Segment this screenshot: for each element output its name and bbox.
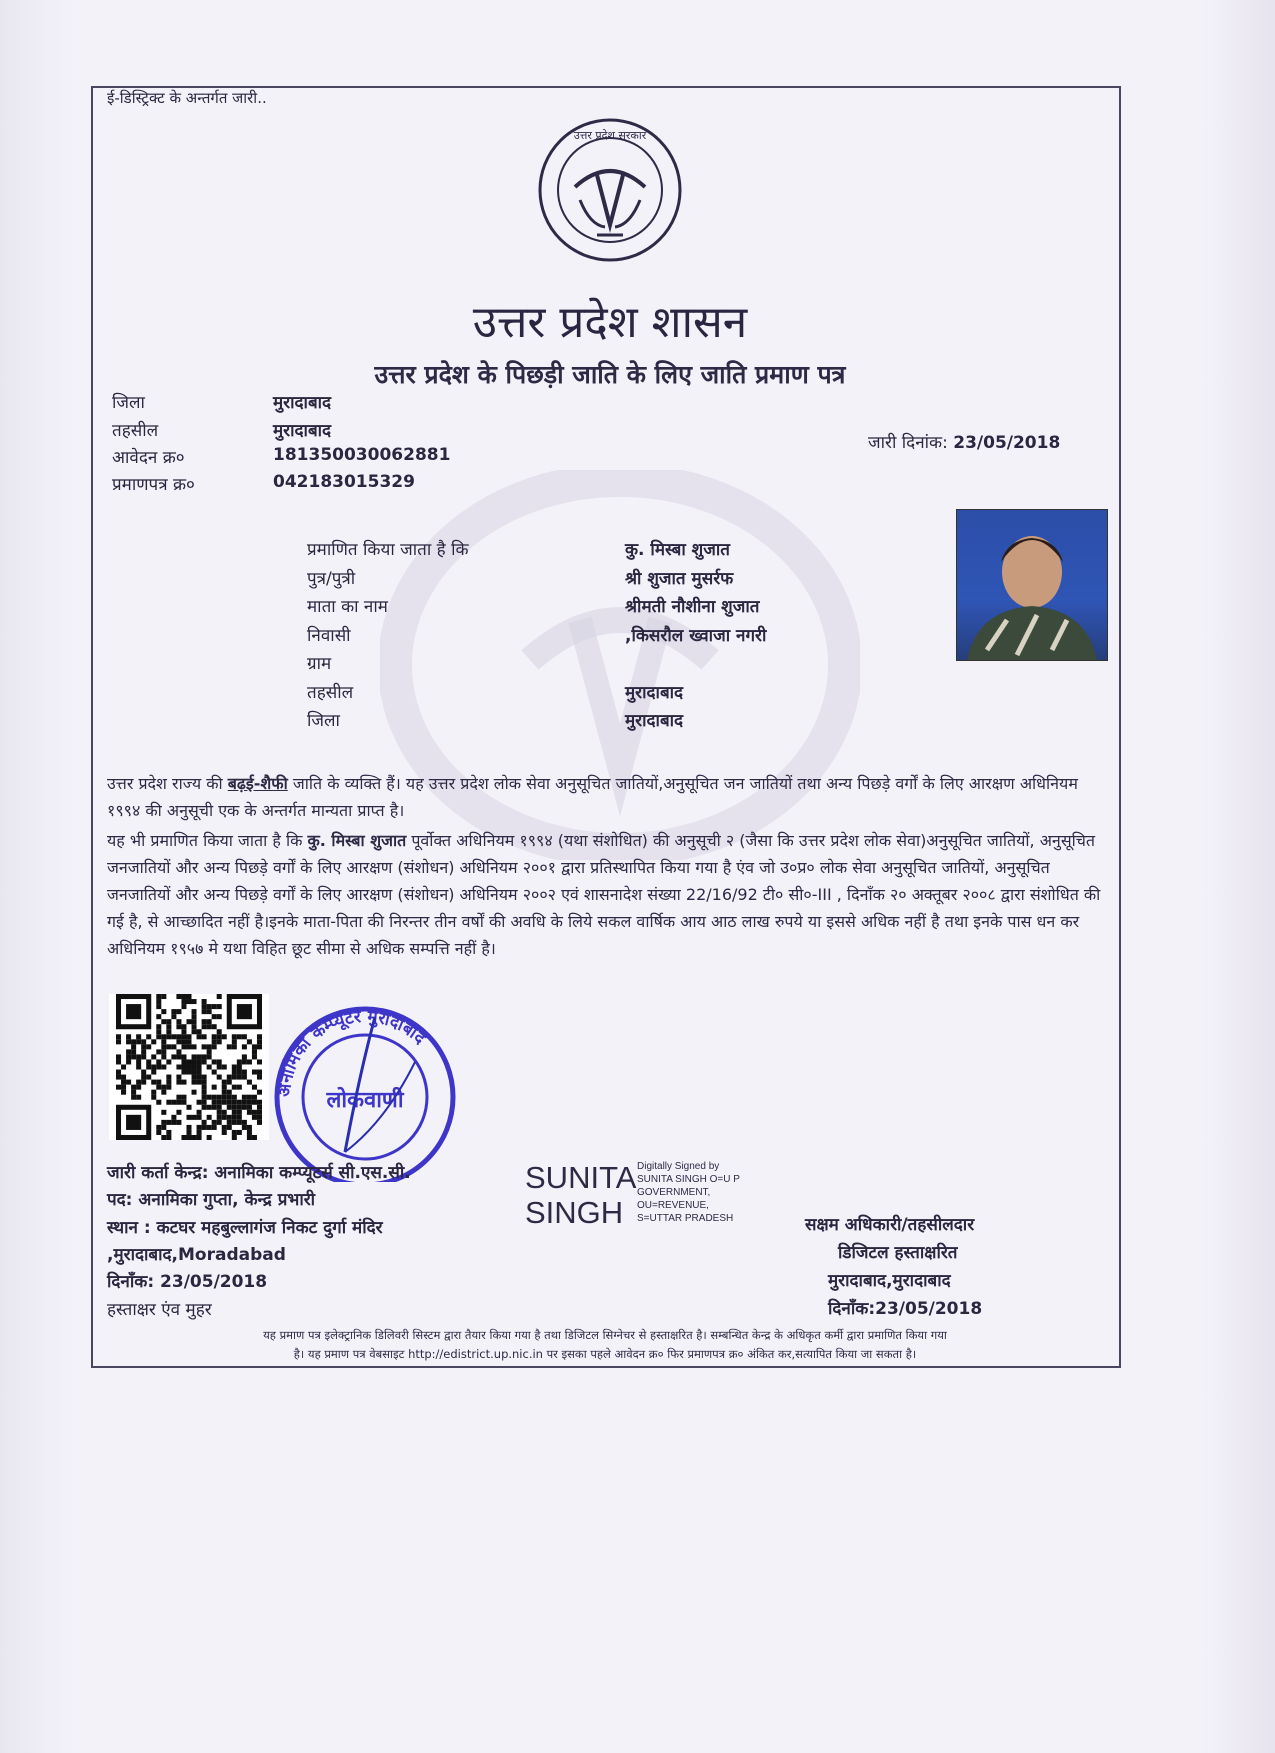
issuer-place-line1: स्थान : कटघर महबुल्लागंज निकट दुर्गा मंदिर [107,1218,383,1238]
issuer-place-line2: ,मुरादाबाद,Moradabad [107,1245,286,1265]
authority-signed: डिजिटल हस्ताक्षरित [838,1243,958,1263]
detail-value: श्री शुजात मुसर्रफ [625,568,734,589]
paragraph-caste-text-a: उत्तर प्रदेश राज्य की [107,774,228,793]
applicant-name-inline: कु. मिस्बा शुजात [307,831,407,850]
issue-date-label: जारी दिनांक: [868,433,948,453]
qr-code [109,994,269,1140]
detail-label: ग्राम [307,654,332,674]
tehsil-label: तहसील [112,421,159,441]
sign-and-seal-label: हस्ताक्षर एंव मुहर [107,1300,212,1320]
paragraph-caste [107,770,1107,824]
signature-name-line2: SINGH [525,1195,624,1230]
issued-under-text: ई-डिस्ट्रिक्ट के अन्तर्गत जारी.. [107,89,267,107]
detail-value: मुरादाबाद [625,682,684,703]
government-title: उत्तर प्रदेश शासन [472,297,748,348]
issuer-post: पद: अनामिका गुप्ता, केन्द्र प्रभारी [107,1190,316,1210]
detail-label: निवासी [307,625,351,646]
certificate-number-label: प्रमाणपत्र क्र० [112,475,195,495]
signature-name-line1: SUNITA [525,1160,637,1195]
detail-label: पुत्र/पुत्री [307,568,356,589]
detail-value: ,किसरौल ख्वाजा नगरी [625,625,767,646]
signature-detail: OU=REVENUE, [637,1200,709,1211]
application-number: 181350030062881 [273,445,451,465]
paragraph-declaration [107,827,1107,962]
up-government-emblem [535,115,685,265]
application-label: आवेदन क्र० [112,448,185,468]
authority-designation: सक्षम अधिकारी/तहसीलदार [805,1215,975,1235]
detail-label: जिला [307,711,340,731]
stamp-outer-text: अनामिका कम्प्यूटर मुरादाबाद [274,1006,430,1098]
paragraph-declaration-text-a: यह भी प्रमाणित किया जाता है कि [107,831,308,850]
issuing-center: जारी कर्ता केन्द्र: अनामिका कम्प्यूटर्स सी.एस.सी. [107,1163,411,1183]
detail-label: माता का नाम [307,597,388,617]
applicant-photo [956,509,1108,661]
footer-note-line2: है। यह प्रमाण पत्र वेबसाइट http://edistrict.up.nic.in पर इसका पहले आवेदन क्र० फिर प्रमाणपत्र क्र० अंकित कर,सत्यापित किया जा सकता है। [293,1347,917,1361]
authority-location: मुरादाबाद,मुरादाबाद [828,1271,951,1291]
footer-note-line1: यह प्रमाण पत्र इलेक्ट्रानिक डिलिवरी सिस्टम द्वारा तैयार किया गया है तथा डिजिटल सिग्नेचर से हस्ताक्षरित है। सम्बन्धित केन्द्र के अधिकृत कर्मी द्वारा प्रमाणित किया गया [263,1328,947,1342]
paragraph-caste-text-b: जाति के व्यक्ति हैं। यह उत्तर प्रदेश लोक सेवा अनुसूचित जातियों,अनुसूचित जन जातियों तथा अन्य पिछड़े वर्गों के लिए आरक्षण अधिनियम १९९४ की अनुसूची एक के अन्तर्गत मान्यता प्राप्त है। [107,774,1078,820]
detail-label: तहसील [307,682,354,703]
signature-detail: SUNITA SINGH O=U P [637,1174,740,1185]
caste-name: बढ़ई-शैफी [227,774,288,793]
emblem-text: उत्तर प्रदेश सरकार [573,129,647,142]
center-seal-stamp [265,1002,465,1182]
certificate-number: 042183015329 [273,472,415,492]
detail-value: कु. मिस्बा शुजात [625,540,730,560]
signature-detail: S=UTTAR PRADESH [637,1213,734,1224]
signature-detail: GOVERNMENT, [637,1187,711,1198]
detail-value: श्रीमती नौशीना शुजात [625,597,760,617]
district-label: जिला [112,393,145,413]
digital-signature-details [637,1160,740,1225]
applicant-photo-image [957,510,1107,660]
issuer-date: दिनाँक: 23/05/2018 [107,1272,268,1292]
issue-date-value: 23/05/2018 [953,433,1061,453]
detail-label: प्रमाणित किया जाता है कि [307,540,469,560]
detail-value: मुरादाबाद [625,711,684,731]
tehsil-value: मुरादाबाद [273,421,332,441]
digital-signature-name [525,1160,636,1230]
issue-date [868,430,1060,453]
authority-date: दिनाँक:23/05/2018 [828,1299,983,1319]
signature-detail: Digitally Signed by [637,1161,720,1172]
paragraph-declaration-text-b: पूर्वोक्त अधिनियम १९९४ (यथा संशोधित) की अनुसूची २ (जैसा कि उत्तर प्रदेश लोक सेवा)अनुसूचित जातियों, अनुसूचित जनजातियों और अन्य पिछड़े वर्गों के लिए आरक्षण (संशोधन) अधिनियम २००१ द्वारा प्रतिस्थापित किया गया है एंव जो उ०प्र० लोक सेवा अनुसूचित जातियों, अनुसूचित जनजातियों और अन्य पिछड़े वर्गों के लिए आरक्षण (संशोधन) अधिनियम २००२ एवं शासनादेश संख्या 22/16/92 टी० सी०-III , दिनाँक २० अक्तूबर २००८ द्वारा संशोधित की गई है, से आच्छादित नहीं है।इनके माता-पिता की निरन्तर तीन वर्षों की अवधि के लिये सकल वार्षिक आय आठ लाख रुपये या इससे अधिक नहीं है तथा इनके पास धन कर अधिनियम १९५७ मे यथा विहित छूट सीमा से अधिक सम्पत्ति नहीं है। [107,831,1101,958]
stamp-inner-text: लोकवाणी [326,1088,404,1113]
district-value: मुरादाबाद [273,393,332,413]
certificate-title: उत्तर प्रदेश के पिछड़ी जाति के लिए जाति प्रमाण पत्र [374,360,846,389]
